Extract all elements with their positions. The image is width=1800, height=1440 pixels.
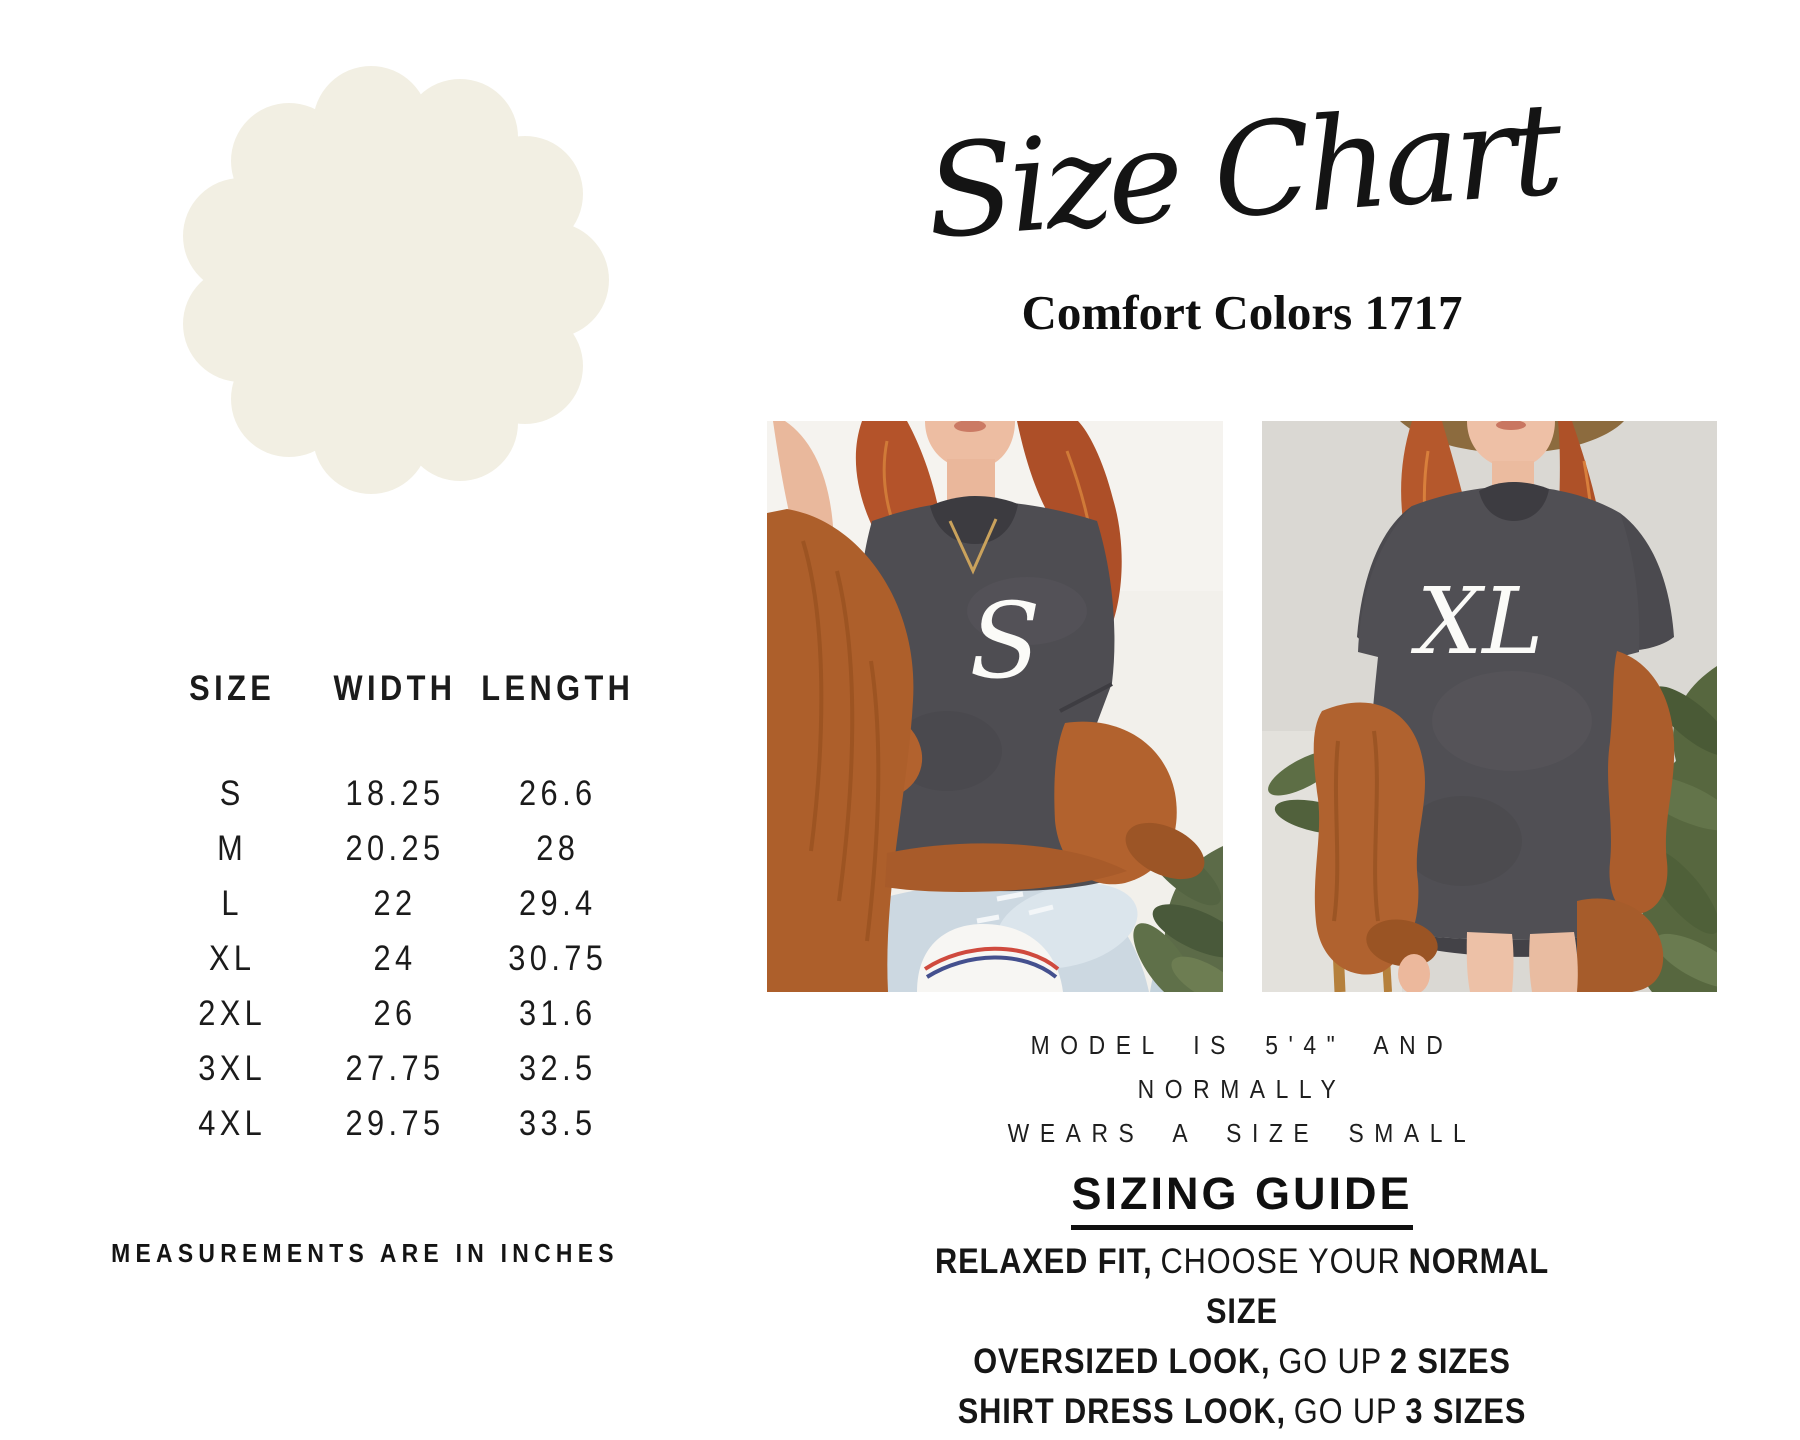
table-row [140, 821, 650, 876]
cell-size: L [221, 883, 243, 923]
sizing-guide-line [923, 1337, 1560, 1387]
cell-length: 30.75 [508, 938, 608, 978]
sizing-guide-lines [923, 1237, 1560, 1437]
size-table [140, 660, 650, 1151]
guide-bold: OVERSIZED LOOK, [973, 1342, 1271, 1381]
sizing-guide-line [923, 1237, 1560, 1337]
cell-width: 26 [373, 993, 417, 1033]
guide-bold: NORMAL SIZE [1206, 1242, 1550, 1331]
table-row [140, 931, 650, 986]
model-photo-size-xl [1262, 421, 1717, 992]
cell-size: XL [208, 938, 256, 978]
cell-length: 28 [536, 828, 580, 868]
table-row [140, 1041, 650, 1096]
model-caption [923, 1023, 1560, 1155]
cell-size: M [217, 828, 248, 868]
cell-width: 22 [373, 883, 417, 923]
cell-width: 29.75 [345, 1103, 445, 1143]
sizing-guide-line [923, 1387, 1560, 1437]
cell-size: S [219, 773, 245, 813]
sizing-guide-heading-wrap [880, 1168, 1604, 1230]
cell-width: 20.25 [345, 828, 445, 868]
model-caption-line1: MODEL IS 5'4" AND NORMALLY [1030, 1030, 1454, 1104]
guide-bold: 3 SIZES [1405, 1392, 1527, 1431]
measurements-footnote: MEASUREMENTS ARE IN INCHES [111, 1238, 619, 1268]
guide-bold: SHIRT DRESS LOOK, [957, 1392, 1286, 1431]
sizing-guide-heading: SIZING GUIDE [1071, 1168, 1412, 1230]
page-title: Size Chart [921, 75, 1563, 268]
cell-length: 26.6 [519, 773, 597, 813]
page-subtitle: Comfort Colors 1717 [1021, 285, 1463, 340]
guide-regular: GO UP [1278, 1342, 1383, 1381]
table-row [140, 986, 650, 1041]
column-header-length: LENGTH [481, 669, 635, 708]
shirt-print-xl: XL [1416, 568, 1544, 675]
model-photo-size-small [767, 421, 1223, 992]
cell-width: 18.25 [345, 773, 445, 813]
guide-bold: 2 SIZES [1389, 1342, 1511, 1381]
cell-width: 27.75 [345, 1048, 445, 1088]
table-row [140, 1096, 650, 1151]
cell-width: 24 [373, 938, 417, 978]
cell-length: 32.5 [519, 1048, 597, 1088]
cell-length: 31.6 [519, 993, 597, 1033]
model-caption-line2: WEARS A SIZE SMALL [1007, 1118, 1477, 1148]
flower-decoration [168, 55, 618, 505]
cell-size: 2XL [198, 993, 267, 1033]
guide-bold: RELAXED FIT, [934, 1242, 1153, 1281]
guide-regular: GO UP [1293, 1392, 1398, 1431]
shirt-print-s: S [969, 580, 1041, 702]
column-header-width: WIDTH [333, 669, 457, 708]
cell-length: 29.4 [519, 883, 597, 923]
cell-size: 4XL [198, 1103, 267, 1143]
table-row [140, 876, 650, 931]
guide-regular: CHOOSE YOUR [1160, 1242, 1401, 1281]
column-header-size: SIZE [189, 669, 276, 708]
size-table-header [140, 660, 650, 718]
cell-size: 3XL [198, 1048, 267, 1088]
cell-length: 33.5 [519, 1103, 597, 1143]
table-row [140, 766, 650, 821]
